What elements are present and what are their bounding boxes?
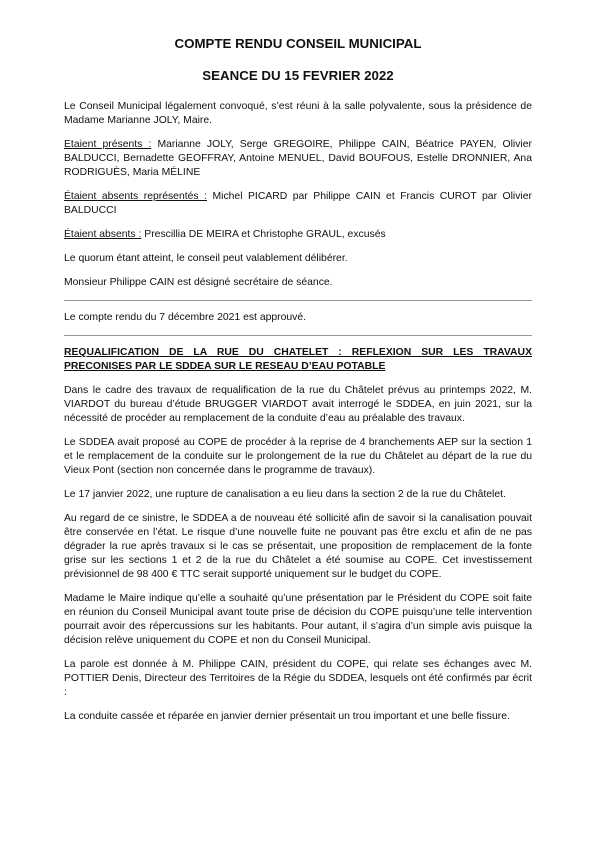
section-paragraph: Dans le cadre des travaux de requalification de la rue du Châtelet prévus au printemps 2022, M. VIARDOT du bureau d’étude BRUGGER VIARDOT avait interrogé le SDDEA, en juin 2021, sur la nécessité de procéder au remplacement de la conduite d’eau au préalable des travaux. (64, 385, 532, 424)
section-paragraph: Le SDDEA avait proposé au COPE de procéder à la reprise de 4 branchements AEP sur la section 1 et le remplacement de la conduite sur le prolongement de la rue du Châtelet au départ de la rue du Vieux Pont (section non concernée dans le programme de travaux). (64, 437, 532, 476)
section-paragraph: La parole est donnée à M. Philippe CAIN, président du COPE, qui relate ses échanges avec M. POTTIER Denis, Directeur des Territoires de la Régie du SDDEA, lesquels ont été confirmés par écrit : (64, 659, 532, 698)
approval-paragraph: Le compte rendu du 7 décembre 2021 est approuvé. (64, 312, 307, 323)
section-paragraph: La conduite cassée et réparée en janvier dernier présentait un trou important et une belle fissure. (64, 711, 510, 722)
document-page (64, 36, 532, 724)
represented-list: Michel PICARD par Philippe CAIN et Francis CUROT par Olivier BALDUCCI (64, 191, 532, 216)
section-title: REQUALIFICATION DE LA RUE DU CHATELET : REFLEXION SUR LES TRAVAUX PRECONISES PAR LE SDDEA SUR LE RESEAU D’EAU POTABLE (64, 347, 532, 372)
intro-paragraph: Le Conseil Municipal légalement convoqué, s’est réuni à la salle polyvalente, sous la présidence de Madame Marianne JOLY, Maire. (64, 101, 532, 126)
absents-label: Étaient absents : (64, 229, 142, 240)
absents-list: Prescillia DE MEIRA et Christophe GRAUL, excusés (141, 229, 386, 240)
represented-label: Étaient absents représentés : (64, 191, 207, 202)
document-title: COMPTE RENDU CONSEIL MUNICIPAL (174, 36, 422, 51)
section-paragraph: Le 17 janvier 2022, une rupture de canalisation a eu lieu dans la section 2 de la rue du Châtelet. (64, 489, 506, 500)
secretary-paragraph: Monsieur Philippe CAIN est désigné secrétaire de séance. (64, 277, 333, 288)
represented-paragraph (64, 190, 532, 218)
session-date: SEANCE DU 15 FEVRIER 2022 (202, 68, 394, 83)
presents-label: Etaient présents : (64, 139, 152, 150)
presents-paragraph (64, 138, 532, 180)
presents-list: Marianne JOLY, Serge GREGOIRE, Philippe CAIN, Béatrice PAYEN, Olivier BALDUCCI, Bernadette GEOFFRAY, Antoine MENUEL, David BOUFOUS, Estelle DRONNIER, Ana RODRIGUÈS, Maria MÉLINE (64, 139, 532, 178)
quorum-paragraph: Le quorum étant atteint, le conseil peut valablement délibérer. (64, 253, 348, 264)
absents-paragraph (64, 228, 532, 242)
section-paragraph: Madame le Maire indique qu’elle a souhaité qu’une présentation par le Président du COPE soit faite en réunion du Conseil Municipal avant toute prise de décision du COPE puisqu’une telle intervention pourrait avoir des répercussions sur les habitants. Pour autant, il s’agira d’un simple avis puisque la décision relève uniquement du COPE et non du Conseil Municipal. (64, 593, 532, 646)
section-paragraph: Au regard de ce sinistre, le SDDEA a de nouveau été sollicité afin de savoir si la canalisation pouvait être conservée en l’état. Le risque d’une nouvelle fuite ne pouvant pas être exclu et afin de ne pas dégrader la rue après travaux si le cas se présentait, une proposition de remplacement de la fonte grise sur les sections 1 et 2 de la rue du Châtelet a été soumise au COPE. Cet investissement prévisionnel de 98 400 € TTC serait supporté uniquement sur le budget du COPE. (64, 513, 532, 580)
